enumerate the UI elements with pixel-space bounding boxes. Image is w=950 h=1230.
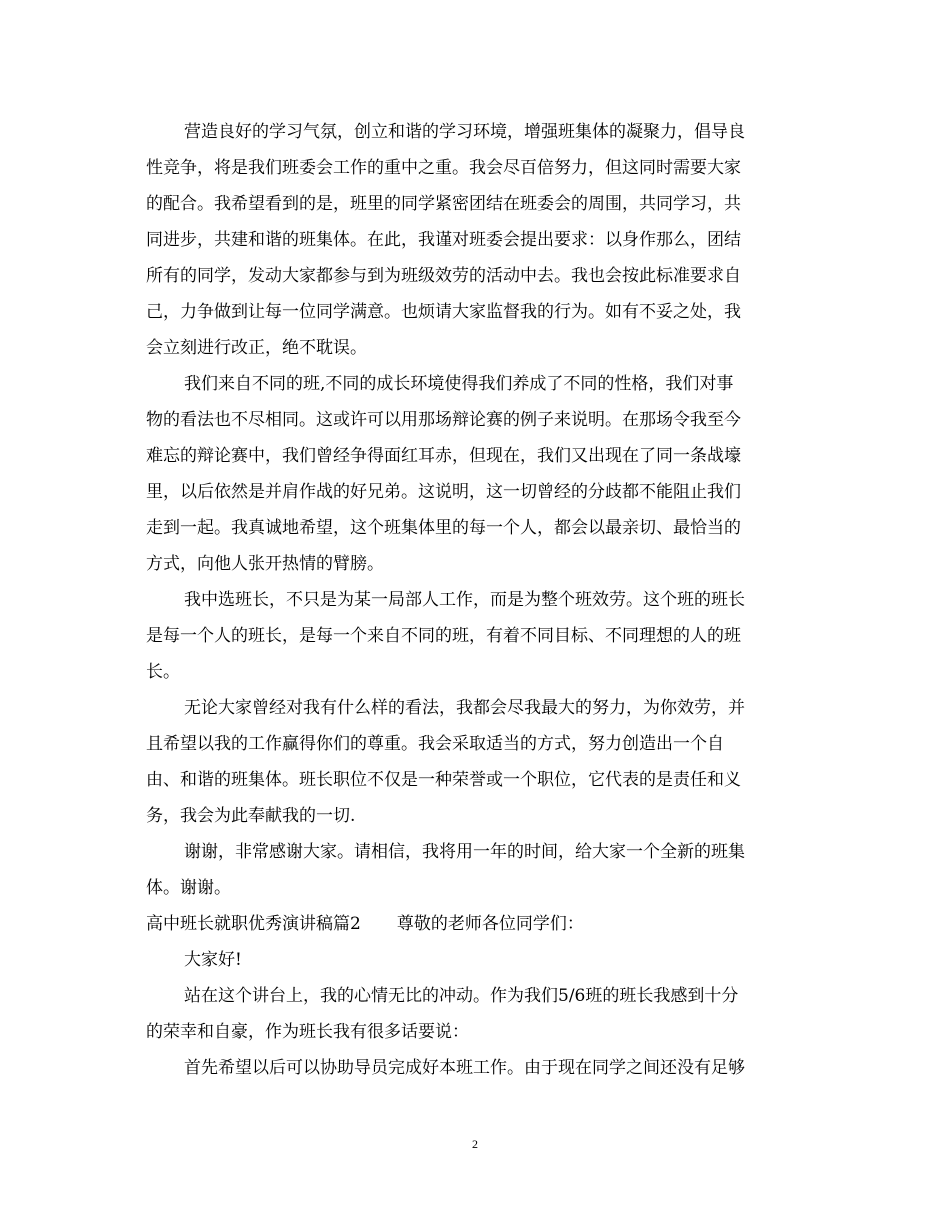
text-line: 走到一起。我真诚地希望，这个班集体里的每一个人，都会以最亲切、最恰当的 [146,518,741,538]
text-line: 同进步，共建和谐的班集体。在此，我谨对班委会提出要求：以身作那么，团结 [146,230,741,250]
text-line: 我们来自不同的班,不同的成长环境使得我们养成了不同的性格，我们对事 [184,374,734,394]
section-heading-line [146,906,816,942]
text-line: 方式，向他人张开热情的臂膀。 [146,554,384,574]
text-line: 所有的同学，发动大家都参与到为班级效劳的活动中去。我也会按此标准要求自 [146,266,741,286]
text-line: 物的看法也不尽相同。这或许可以用那场辩论赛的例子来说明。在那场令我至今 [146,410,741,430]
text-line: 里，以后依然是并肩作战的好兄弟。这说明，这一切曾经的分歧都不能阻止我们 [146,482,741,502]
text-line: 营造良好的学习气氛，创立和谐的学习环境，增强班集体的凝聚力，倡导良 [184,122,745,142]
text-line: 无论大家曾经对我有什么样的看法，我都会尽我最大的努力，为你效劳，并 [184,698,745,718]
text-line: 且希望以我的工作赢得你们的尊重。我会采取适当的方式，努力创造出一个自 [146,734,724,754]
text-line: 会立刻进行改正，绝不耽误。 [146,338,367,358]
text-line: 首先希望以后可以协助导员完成好本班工作。由于现在同学之间还没有足够 [184,1058,745,1078]
greeting-line: 大家好! [184,950,242,970]
section-title: 高中班长就职优秀演讲稿篇2 [146,914,361,934]
text-line: 己，力争做到让每一位同学满意。也烦请大家监督我的行为。如有不妥之处，我 [146,302,741,322]
text-line: 务，我会为此奉献我的一切. [146,806,356,826]
text-line: 体。谢谢。 [146,878,231,898]
text-line: 由、和谐的班集体。班长职位不仅是一种荣誉或一个职位，它代表的是责任和义 [146,770,741,790]
salutation: 尊敬的老师各位同学们： [396,914,584,934]
text-line: 的配合。我希望看到的是，班里的同学紧密团结在班委会的周围，共同学习，共 [146,194,741,214]
text-line: 长。 [146,662,180,682]
text-line: 谢谢，非常感谢大家。请相信，我将用一年的时间，给大家一个全新的班集 [184,842,745,862]
text-line: 的荣幸和自豪，作为班长我有很多话要说： [146,1022,469,1042]
text-line: 是每一个人的班长，是每一个来自不同的班，有着不同目标、不同理想的人的班 [146,626,741,646]
text-line: 我中选班长，不只是为某一局部人工作，而是为整个班效劳。这个班的班长 [184,590,745,610]
document-body [146,114,816,1086]
text-line: 性竞争，将是我们班委会工作的重中之重。我会尽百倍努力，但这同时需要大家 [146,158,741,178]
text-line: 站在这个讲台上，我的心情无比的冲动。作为我们5/6班的班长我感到十分 [184,986,739,1006]
text-line: 难忘的辩论赛中，我们曾经争得面红耳赤，但现在，我们又出现在了同一条战壕 [146,446,741,466]
page-number: 2 [472,1137,478,1151]
